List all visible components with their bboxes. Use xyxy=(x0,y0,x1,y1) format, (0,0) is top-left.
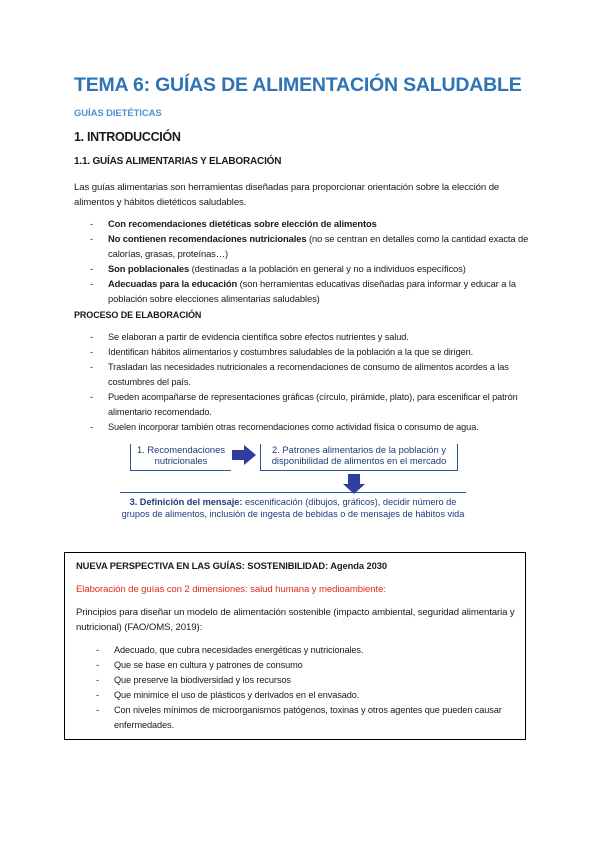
box1-line2: nutricionales xyxy=(154,455,208,466)
list-item-bold: Con recomendaciones dietéticas sobre elección de alimentos xyxy=(108,218,377,229)
box2-line1: 2. Patrones alimentarios de la población y xyxy=(271,444,447,455)
list-item: - Que minimice el uso de plásticos y derivados en el envasado. xyxy=(80,688,520,703)
right-arrow-icon xyxy=(232,445,256,465)
subsection-heading-guias: 1.1. GUÍAS ALIMENTARIAS Y ELABORACIÓN xyxy=(74,156,282,167)
list-item: - Se elaboran a partir de evidencia científica sobre efectos nutrientes y salud. xyxy=(74,330,534,345)
diagram-box-recomendaciones xyxy=(130,444,231,471)
diagram-box-patrones xyxy=(260,444,458,471)
list-item-bold: No contienen recomendaciones nutricionales xyxy=(108,233,307,244)
list-item-bold: Son poblacionales xyxy=(108,263,190,274)
process-diagram xyxy=(120,438,480,530)
process-list xyxy=(74,330,534,435)
list-item xyxy=(74,231,534,261)
box3-text: escenificación (dibujos, gráficos), decidir número de grupos de alimentos, inclusión de ingesta de bebidas o de mensajes de hábitos vida xyxy=(121,497,465,519)
list-item: - Que se base en cultura y patrones de consumo xyxy=(80,658,520,673)
list-item-text: (no se centran en detalles como la cantidad exacta de calorías, grasas, proteínas…) xyxy=(108,233,529,259)
list-item: - Trasladan las necesidades nutricionales a recomendaciones de consumo de alimentos acordes a las costumbres del país. xyxy=(74,360,534,390)
sustainability-red-text: Elaboración de guías con 2 dimensiones: salud humana y medioambiente: xyxy=(76,584,386,595)
page-title: TEMA 6: GUÍAS DE ALIMENTACIÓN SALUDABLE xyxy=(74,74,522,96)
box1-line1: 1. Recomendaciones xyxy=(136,444,226,455)
intro-paragraph: Las guías alimentarias son herramientas diseñadas para proporcionar orientación sobre la elección de alimentos y hábitos dietéticos saludables. xyxy=(74,182,500,208)
diagram-box-mensaje xyxy=(120,492,466,526)
down-arrow-icon xyxy=(343,474,365,494)
list-item: - Suelen incorporar también otras recomendaciones como actividad física o consumo de agua. xyxy=(74,420,534,435)
sustainability-heading: NUEVA PERSPECTIVA EN LAS GUÍAS: SOSTENIBILIDAD: Agenda 2030 xyxy=(76,560,387,571)
list-item-bold: Adecuadas para la educación xyxy=(108,278,238,289)
list-item: - Con niveles mínimos de microorganismos patógenos, toxinas y otros agentes que pueden causar enfermedades. xyxy=(80,703,520,733)
process-heading: PROCESO DE ELABORACIÓN xyxy=(74,310,202,320)
list-item xyxy=(74,216,534,231)
box3-bold: 3. Definición del mensaje: xyxy=(129,497,243,507)
sustainability-paragraph: Principios para diseñar un modelo de alimentación sostenible (impacto ambiental, seguridad alimentaria y nutricional) (FAO/OMS, 2019): xyxy=(76,607,515,633)
sustainability-list xyxy=(80,643,520,733)
list-item xyxy=(74,276,534,306)
box2-line2: disponibilidad de alimentos en el mercado xyxy=(271,455,447,466)
list-item-text: (son herramientas educativas diseñadas para informar y educar a la población sobre elecciones alimentarias saludables) xyxy=(108,278,516,304)
subtitle: GUÍAS DIETÉTICAS xyxy=(74,108,162,119)
list-item xyxy=(74,261,534,276)
list-item: - Identifican hábitos alimentarios y costumbres saludables de la población a la que se dirigen. xyxy=(74,345,534,360)
section-heading-introduccion: 1. INTRODUCCIÓN xyxy=(74,130,181,144)
guide-features-list xyxy=(74,216,534,306)
list-item: - Pueden acompañarse de representaciones gráficas (círculo, pirámide, plato), para escenificar el patrón alimentario recomendado. xyxy=(74,390,534,420)
list-item: - Adecuado, que cubra necesidades energéticas y nutricionales. xyxy=(80,643,520,658)
list-item-text: (destinadas a la población en general y no a individuos específicos) xyxy=(189,263,466,274)
list-item: - Que preserve la biodiversidad y los recursos xyxy=(80,673,520,688)
